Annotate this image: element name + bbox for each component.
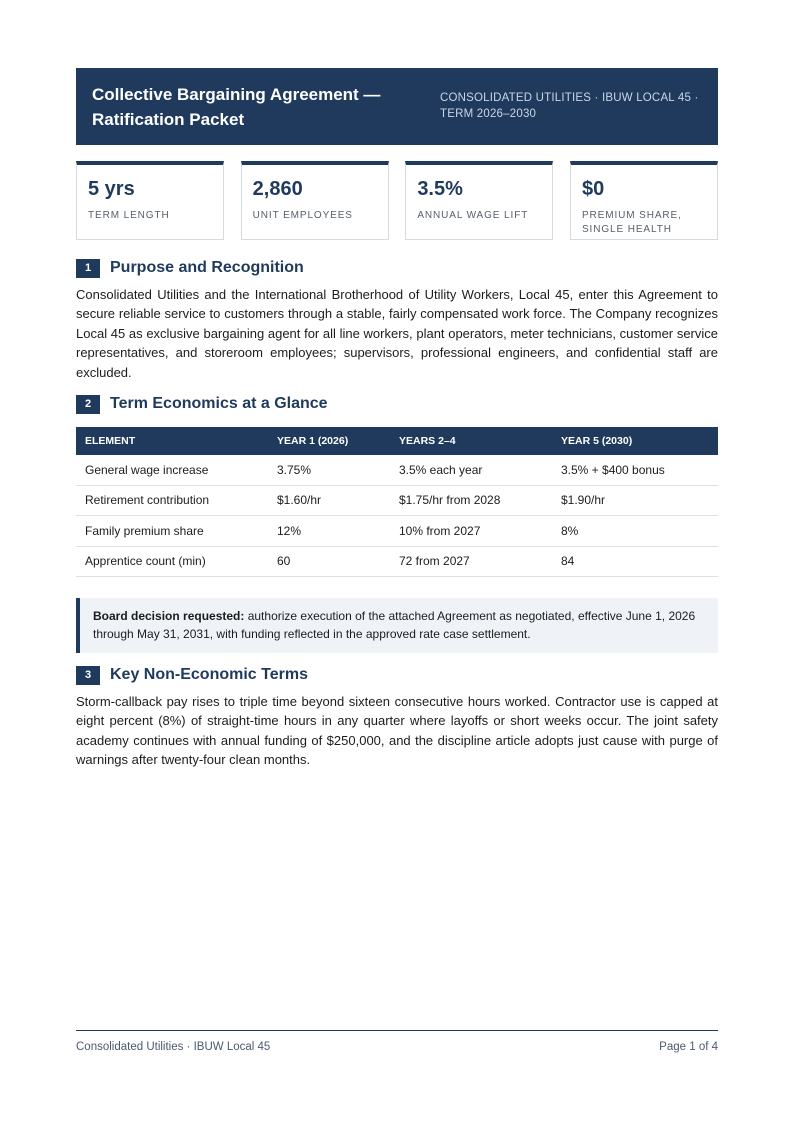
stat-card-premium-share bbox=[570, 161, 718, 240]
callout-label: Board decision requested: bbox=[93, 609, 245, 624]
table-cell: $1.75/hr from 2028 bbox=[390, 485, 552, 516]
table-cell: Apprentice count (min) bbox=[76, 546, 268, 577]
table-cell: $1.90/hr bbox=[552, 485, 718, 516]
column-header: YEAR 1 (2026) bbox=[268, 427, 390, 455]
table-cell: Family premium share bbox=[76, 516, 268, 547]
section-heading-1 bbox=[76, 257, 718, 279]
section-number: 3 bbox=[76, 666, 100, 685]
stat-cards bbox=[76, 161, 718, 240]
stat-label: UNIT EMPLOYEES bbox=[252, 210, 353, 221]
footer-left: Consolidated Utilities · IBUW Local 45 bbox=[76, 1041, 271, 1053]
stat-value: 5 yrs bbox=[88, 178, 135, 200]
table-cell: 84 bbox=[552, 546, 718, 577]
table-cell: 12% bbox=[268, 516, 390, 547]
document-title: Collective Bargaining Agreement — Ratification Packet bbox=[92, 85, 381, 129]
stat-card-unit-employees bbox=[241, 161, 389, 240]
document-subtitle: CONSOLIDATED UTILITIES · IBUW LOCAL 45 · TERM 2026–2030 bbox=[440, 92, 699, 120]
title-banner bbox=[76, 68, 718, 145]
stat-card-term-length bbox=[76, 161, 224, 240]
section-3-paragraph: Storm-callback pay rises to triple time beyond sixteen consecutive hours worked. Contractor use is capped at eight percent (8%) of straight-time hours in any quarter where layoffs or short weeks occur. The joint safety academy continues with annual funding of $250,000, and the discipline article adopts just cause with purge of warnings after twenty-four clean months. bbox=[76, 694, 718, 768]
table-cell: 8% bbox=[552, 516, 718, 547]
table-cell: $1.60/hr bbox=[268, 485, 390, 516]
stat-card-annual-wage-lift bbox=[405, 161, 553, 240]
stat-label: PREMIUM SHARE, SINGLE HEALTH bbox=[581, 210, 682, 235]
stat-label: ANNUAL WAGE LIFT bbox=[417, 210, 529, 221]
document-page bbox=[76, 68, 718, 770]
section-heading-2 bbox=[76, 393, 718, 415]
section-1-paragraph: Consolidated Utilities and the International Brotherhood of Utility Workers, Local 45, enter this Agreement to secure reliable service to customers through a stable, fairly compensated work force. The Company recognizes Local 45 as exclusive bargaining agent for all line workers, plant operators, meter technicians, customer service representatives, and storeroom employees; supervisors, professional engineers, and confidential staff are excluded. bbox=[76, 287, 718, 380]
term-economics-table bbox=[76, 427, 718, 577]
table-cell: 3.75% bbox=[268, 455, 390, 485]
column-header: YEAR 5 (2030) bbox=[552, 427, 718, 455]
section-title: Key Non-Economic Terms bbox=[110, 666, 308, 684]
board-decision-callout bbox=[76, 598, 718, 653]
table-cell: 10% from 2027 bbox=[390, 516, 552, 547]
table-header-row bbox=[76, 427, 718, 455]
table-cell: 60 bbox=[268, 546, 390, 577]
table-row bbox=[76, 455, 718, 485]
column-header: ELEMENT bbox=[76, 427, 268, 455]
table-cell: 72 from 2027 bbox=[390, 546, 552, 577]
stat-label: TERM LENGTH bbox=[88, 210, 170, 221]
section-number: 2 bbox=[76, 395, 100, 414]
table-cell: General wage increase bbox=[76, 455, 268, 485]
table-row bbox=[76, 546, 718, 577]
table-cell: 3.5% each year bbox=[390, 455, 552, 485]
stat-value: 2,860 bbox=[252, 178, 303, 200]
table-row bbox=[76, 516, 718, 547]
stat-value: 3.5% bbox=[417, 178, 463, 200]
callout-text: authorize execution of the attached Agreement as negotiated, effective June 1, 2026 through May 31, 2031, with funding reflected in the approved rate case settlement. bbox=[93, 609, 696, 641]
section-title: Term Economics at a Glance bbox=[110, 395, 328, 413]
table-row bbox=[76, 485, 718, 516]
stat-value: $0 bbox=[581, 178, 605, 200]
page-footer bbox=[76, 1030, 718, 1053]
column-header: YEARS 2–4 bbox=[390, 427, 552, 455]
page-number: Page 1 of 4 bbox=[659, 1041, 718, 1053]
table-cell: 3.5% + $400 bonus bbox=[552, 455, 718, 485]
section-number: 1 bbox=[76, 259, 100, 278]
section-title: Purpose and Recognition bbox=[110, 259, 304, 276]
section-heading-3 bbox=[76, 664, 718, 686]
table-cell: Retirement contribution bbox=[76, 485, 268, 516]
